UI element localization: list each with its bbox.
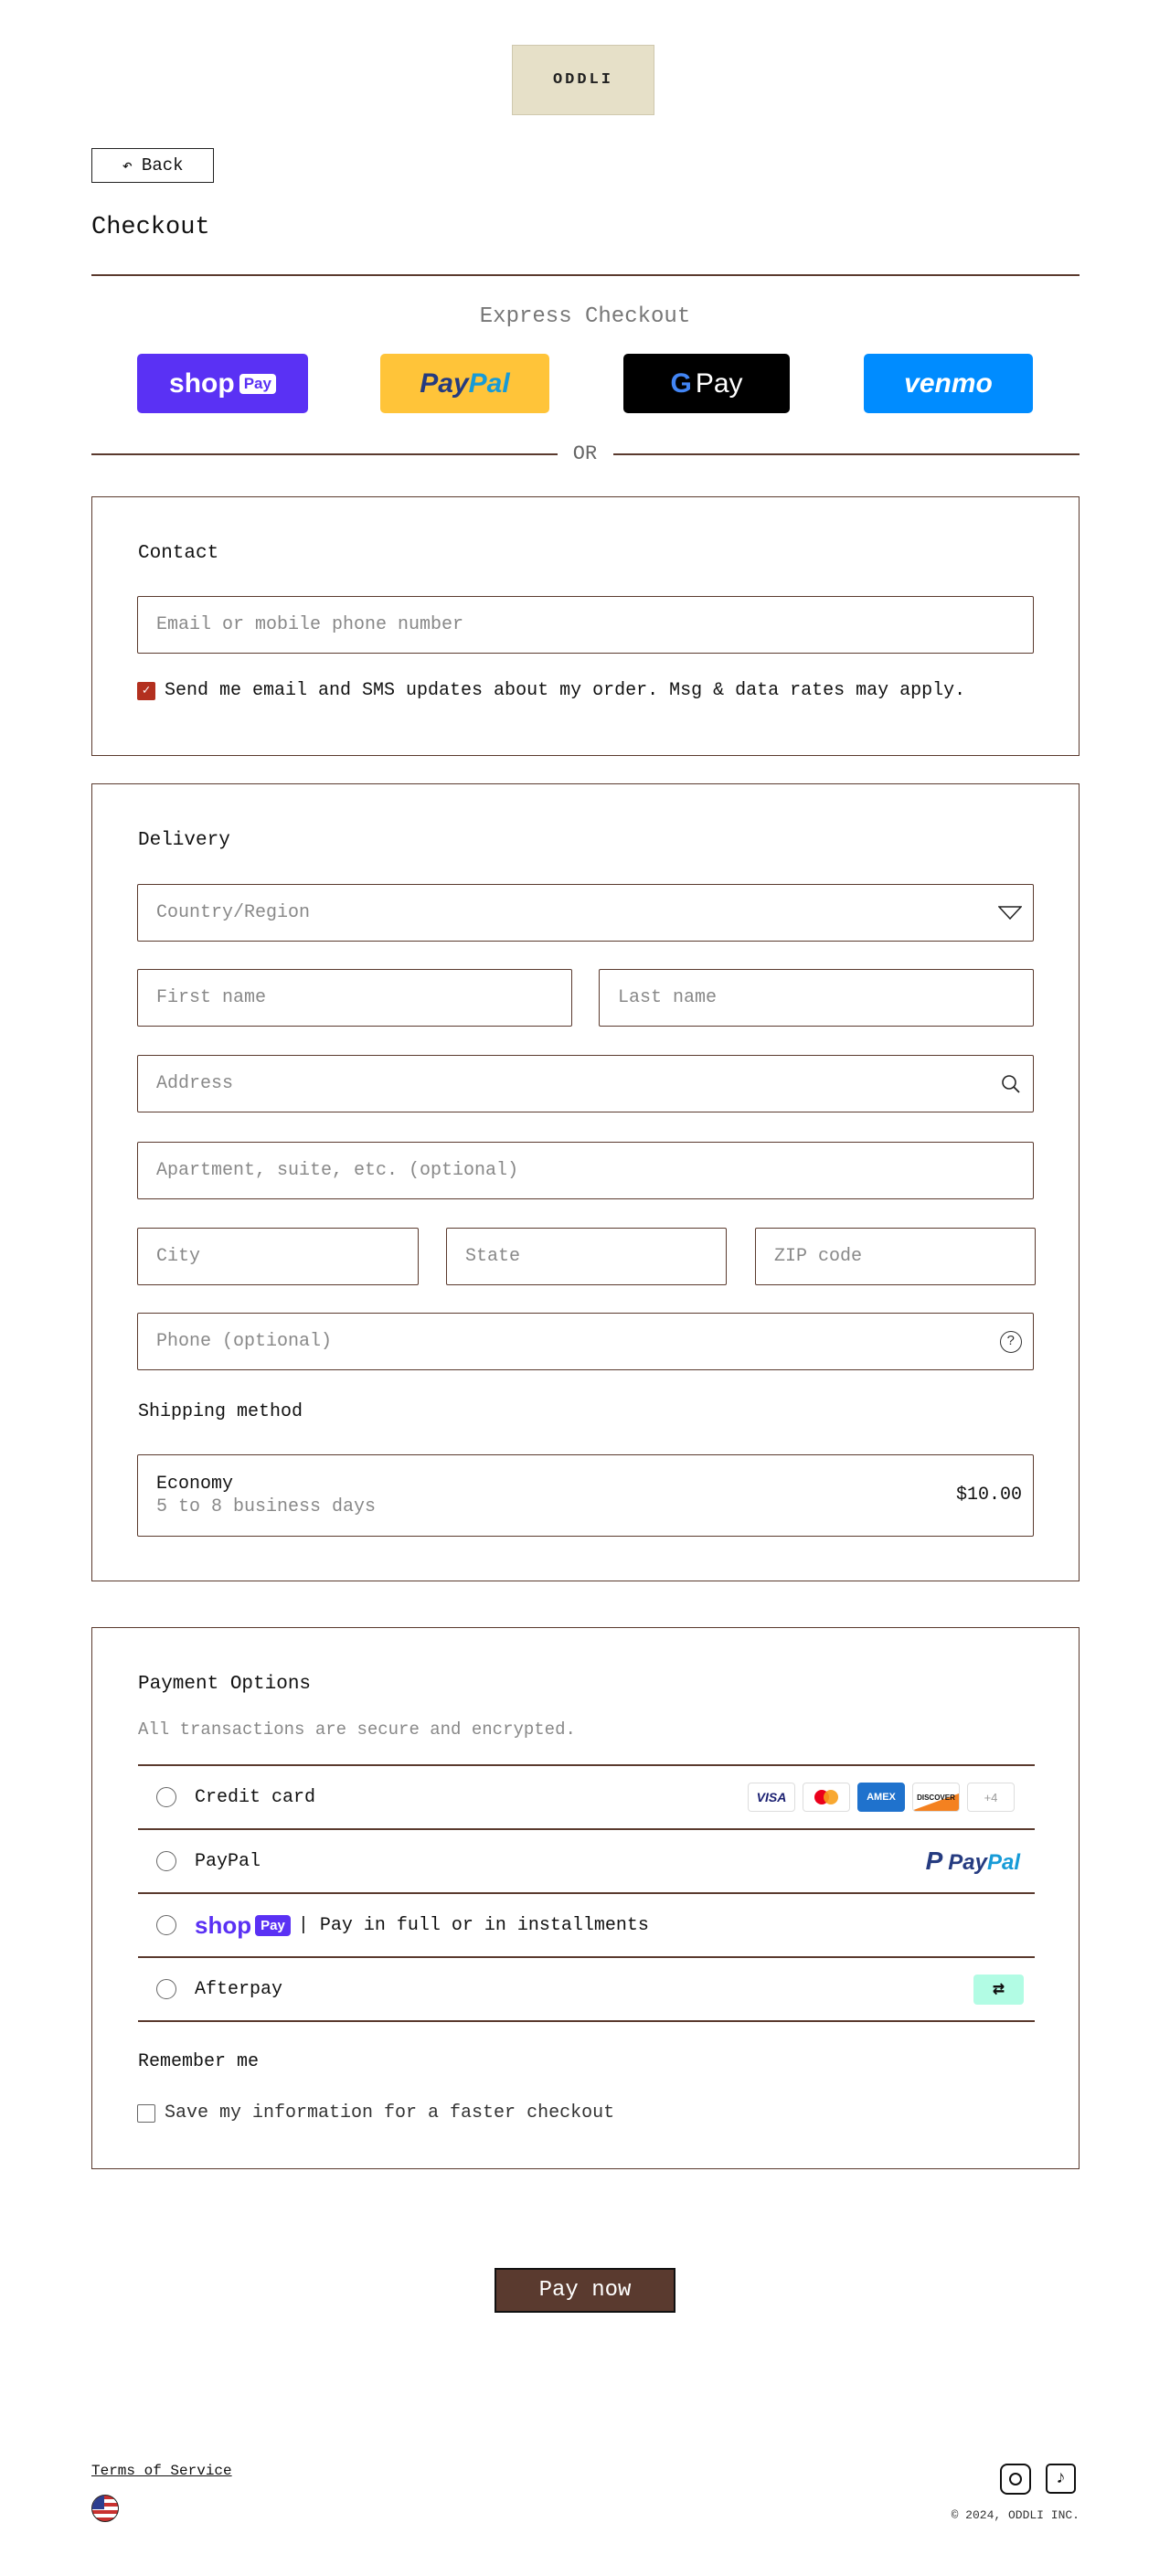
google-pay-button[interactable] bbox=[623, 354, 790, 413]
updates-label: Send me email and SMS updates about my order. Msg & data rates may apply. bbox=[165, 680, 966, 701]
last-name-field[interactable] bbox=[599, 969, 1034, 1027]
last-name-placeholder: Last name bbox=[618, 987, 718, 1008]
instagram-icon[interactable] bbox=[1000, 2464, 1031, 2495]
payment-option-shop-pay[interactable] bbox=[138, 1894, 1035, 1958]
address-field[interactable] bbox=[137, 1055, 1034, 1112]
afterpay-label: Afterpay bbox=[195, 1978, 283, 2000]
save-info-checkbox[interactable] bbox=[137, 2104, 155, 2123]
zip-placeholder: ZIP code bbox=[774, 1246, 863, 1267]
copyright: © 2024, ODDLI INC. bbox=[951, 2508, 1080, 2522]
state-placeholder: State bbox=[465, 1246, 521, 1267]
shipping-option-detail: 5 to 8 business days bbox=[156, 1496, 377, 1517]
venmo-logo: venmo bbox=[904, 367, 993, 399]
paypal-logo: P PayPal bbox=[925, 1847, 1020, 1875]
apartment-field[interactable] bbox=[137, 1142, 1034, 1199]
updates-checkbox[interactable]: ✓ bbox=[137, 682, 155, 700]
amex-icon: AMEX bbox=[857, 1783, 905, 1812]
more-cards-badge: +4 bbox=[967, 1783, 1015, 1812]
payment-option-afterpay[interactable] bbox=[138, 1958, 1035, 2022]
terms-of-service-link[interactable]: Terms of Service bbox=[91, 2463, 232, 2479]
visa-icon: VISA bbox=[748, 1783, 795, 1812]
first-name-placeholder: First name bbox=[156, 987, 267, 1008]
save-info-checkbox-row[interactable] bbox=[137, 2102, 614, 2124]
credit-card-label: Credit card bbox=[195, 1786, 316, 1808]
shipping-method-heading: Shipping method bbox=[138, 1401, 303, 1422]
venmo-button[interactable] bbox=[864, 354, 1033, 413]
email-placeholder: Email or mobile phone number bbox=[156, 614, 464, 635]
contact-heading: Contact bbox=[138, 543, 219, 564]
zip-field[interactable] bbox=[755, 1228, 1036, 1285]
pay-now-button[interactable]: Pay now bbox=[495, 2268, 675, 2313]
delivery-section bbox=[91, 783, 1080, 1581]
payment-subtitle: All transactions are secure and encrypted. bbox=[138, 1719, 576, 1740]
phone-field[interactable] bbox=[137, 1313, 1034, 1370]
contact-section bbox=[91, 496, 1080, 756]
shipping-option-price: $10.00 bbox=[955, 1485, 1022, 1506]
google-g-icon: G bbox=[670, 367, 692, 399]
payment-heading: Payment Options bbox=[138, 1674, 312, 1695]
us-flag-icon[interactable] bbox=[91, 2495, 119, 2522]
updates-checkbox-row[interactable] bbox=[137, 680, 965, 701]
remember-me-heading: Remember me bbox=[138, 2051, 260, 2072]
divider bbox=[91, 274, 1080, 276]
back-button[interactable] bbox=[91, 148, 214, 183]
payment-option-credit-card[interactable] bbox=[138, 1766, 1035, 1830]
shop-pay-logo: shop bbox=[195, 1911, 252, 1939]
paypal-button[interactable] bbox=[380, 354, 549, 413]
search-icon[interactable] bbox=[1000, 1073, 1022, 1095]
country-select[interactable] bbox=[137, 884, 1034, 942]
or-divider-right bbox=[613, 453, 1080, 455]
shop-pay-button[interactable] bbox=[137, 354, 308, 413]
discover-icon: DISCOVER bbox=[912, 1783, 960, 1812]
city-field[interactable] bbox=[137, 1228, 419, 1285]
payment-option-paypal[interactable] bbox=[138, 1830, 1035, 1894]
shop-pay-radio[interactable] bbox=[156, 1915, 176, 1935]
delivery-heading: Delivery bbox=[138, 830, 230, 851]
logo-text: ODDLI bbox=[552, 71, 613, 89]
afterpay-radio[interactable] bbox=[156, 1979, 176, 1999]
paypal-label: PayPal bbox=[195, 1850, 261, 1872]
back-arrow-icon: ↶ bbox=[122, 155, 133, 176]
state-field[interactable] bbox=[446, 1228, 727, 1285]
apartment-placeholder: Apartment, suite, etc. (optional) bbox=[156, 1160, 519, 1181]
paypal-logo-pay: Pay bbox=[420, 367, 469, 399]
country-placeholder: Country/Region bbox=[156, 902, 311, 923]
mastercard-icon bbox=[803, 1783, 850, 1812]
afterpay-icon: ⇄ bbox=[973, 1975, 1024, 2005]
paypal-radio[interactable] bbox=[156, 1851, 176, 1871]
phone-placeholder: Phone (optional) bbox=[156, 1331, 333, 1352]
email-field[interactable] bbox=[137, 596, 1034, 654]
gpay-label: Pay bbox=[695, 367, 743, 399]
back-label: Back bbox=[141, 155, 184, 176]
payment-section bbox=[91, 1627, 1080, 2169]
shipping-option-name: Economy bbox=[156, 1474, 234, 1495]
shipping-option-economy[interactable] bbox=[137, 1454, 1034, 1537]
save-info-label: Save my information for a faster checkout bbox=[165, 2102, 615, 2124]
shop-pay-logo: shop bbox=[169, 367, 235, 399]
shop-pay-badge: Pay bbox=[239, 374, 276, 394]
chevron-down-icon bbox=[998, 906, 1022, 921]
city-placeholder: City bbox=[156, 1246, 201, 1267]
address-placeholder: Address bbox=[156, 1073, 234, 1094]
credit-card-radio[interactable] bbox=[156, 1787, 176, 1807]
tiktok-icon[interactable]: ♪ bbox=[1046, 2464, 1076, 2494]
shop-pay-label: | Pay in full or in installments bbox=[297, 1914, 649, 1936]
brand-logo[interactable] bbox=[512, 45, 654, 115]
first-name-field[interactable] bbox=[137, 969, 572, 1027]
paypal-logo-pal: Pal bbox=[468, 367, 510, 399]
or-label: OR bbox=[572, 442, 598, 465]
shop-pay-badge: Pay bbox=[255, 1915, 291, 1936]
page-title: Checkout bbox=[91, 214, 210, 241]
help-icon[interactable]: ? bbox=[1000, 1331, 1022, 1353]
express-checkout-heading: Express Checkout bbox=[479, 304, 691, 329]
